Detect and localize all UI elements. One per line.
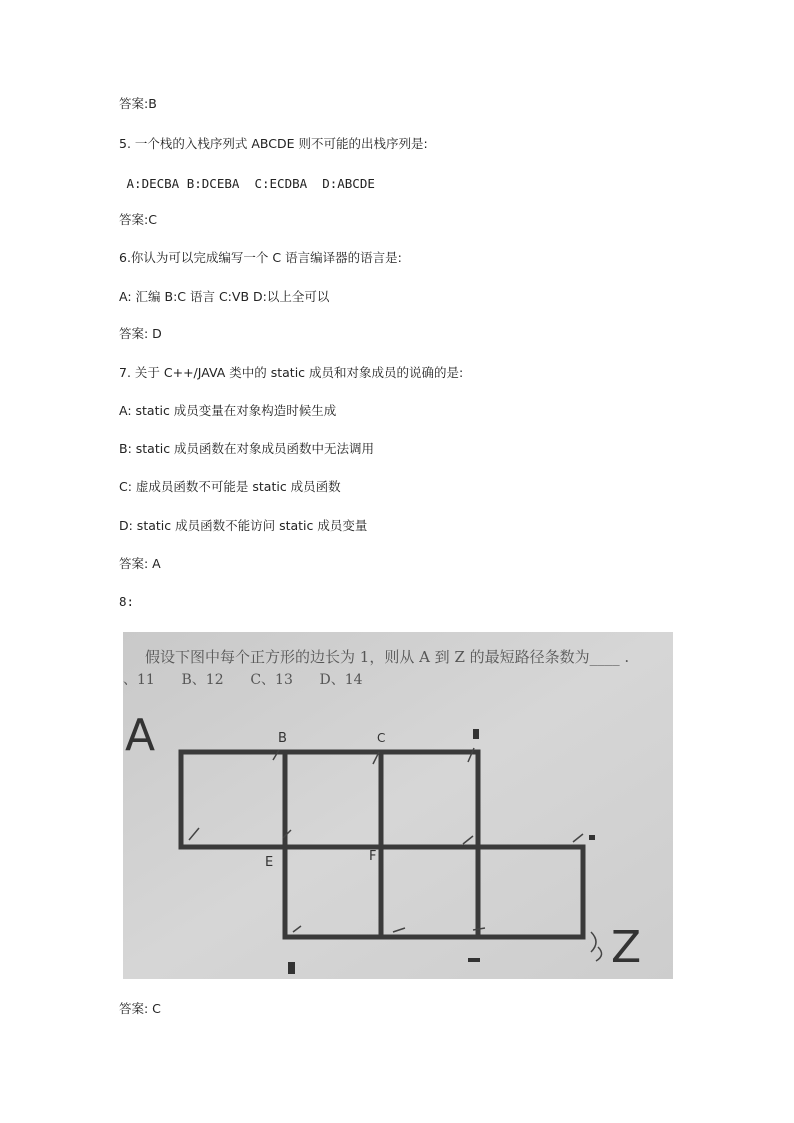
- question-6-options: A: 汇编 B:C 语言 C:VB D:以上全可以: [119, 289, 330, 304]
- label-e: E: [265, 855, 274, 870]
- question-5: 5. 一个栈的入栈序列式 ABCDE 则不可能的出栈序列是:: [119, 136, 428, 151]
- label-a: A: [125, 710, 156, 761]
- question-7-option-b: B: static 成员函数在对象成员函数中无法调用: [119, 441, 375, 456]
- question-7-option-c: C: 虚成员函数不可能是 static 成员函数: [119, 479, 341, 494]
- question-7-option-a: A: static 成员变量在对象构造时候生成: [119, 403, 337, 418]
- label-z: Z: [611, 922, 642, 973]
- answer-8: 答案: C: [119, 1001, 161, 1016]
- question-7-option-d: D: static 成员函数不能访问 static 成员变量: [119, 518, 368, 533]
- answer-4: 答案:B: [119, 96, 157, 111]
- answer-7: 答案: A: [119, 556, 161, 571]
- answer-5: 答案:C: [119, 212, 157, 227]
- question-6: 6.你认为可以完成编写一个 C 语言编译器的语言是:: [119, 250, 402, 265]
- answer-6: 答案: D: [119, 326, 162, 341]
- question-7: 7. 关于 C++/JAVA 类中的 static 成员和对象成员的说确的是:: [119, 365, 464, 380]
- label-c: C: [377, 731, 386, 745]
- photo-options-text: 、11 B、12 C、13 D、14: [123, 672, 363, 688]
- label-f: F: [369, 849, 377, 864]
- question-5-options: A:DECBA B:DCEBA C:ECDBA D:ABCDE: [119, 176, 375, 191]
- photo-question-text: 假设下图中每个正方形的边长为 1，则从 A 到 Z 的最短路径条数为____ .: [145, 648, 630, 666]
- question-8: 8:: [119, 594, 135, 609]
- label-b: B: [278, 731, 287, 746]
- grid-puzzle-photo: [123, 632, 673, 979]
